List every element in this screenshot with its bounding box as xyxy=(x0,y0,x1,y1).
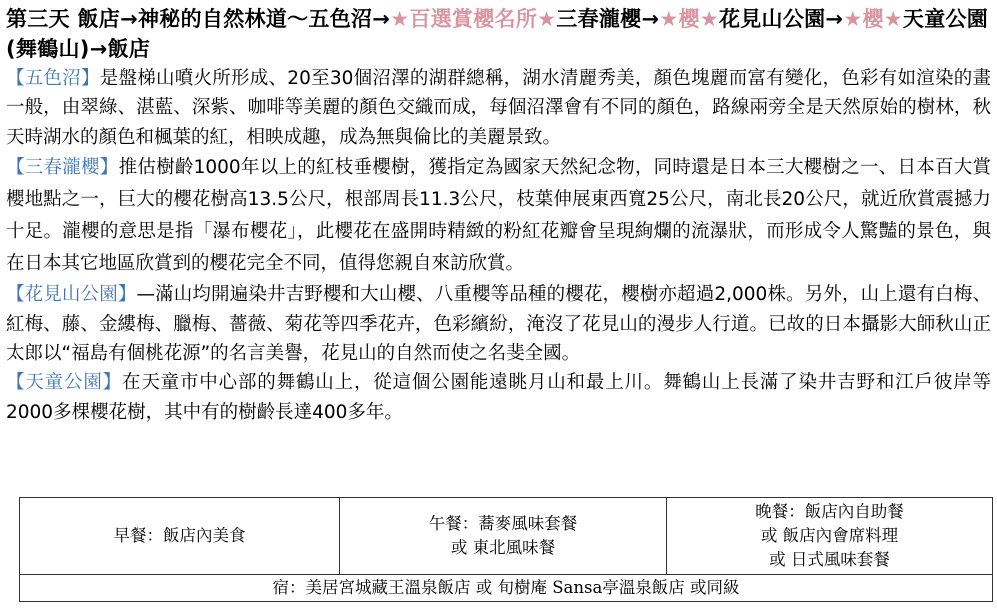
lunch-option-1: 午餐：蕎麥風味套餐 xyxy=(428,514,578,533)
section-text: 是盤梯山噴火所形成、20至30個沼澤的湖群總稱，湖水清麗秀美，顏色塊麗而富有變化，色彩有如渲染的畫一般，由翠綠、湛藍、深紫、咖啡等美麗的顏色交織而成，每個沼澤會有不同的顏色，路線兩旁全是天然原始的樹林，秋天時湖水的顏色和楓葉的紅，相映成趣，成為無與倫比的美麗景致。 xyxy=(6,68,991,148)
title-highlight-badge: ★百選賞櫻名所★ xyxy=(390,7,557,31)
section-tag: 【花見山公園】 xyxy=(6,284,137,306)
section-text: 在天童市中心部的舞鶴山上，從這個公園能遠眺月山和最上川。舞鶴山上長滿了染井吉野和江戶彼岸等2000多棵櫻花樹，其中有的樹齡長達400多年。 xyxy=(6,372,991,423)
lunch-cell xyxy=(340,498,667,575)
section-miharu-takizakura xyxy=(6,152,991,280)
section-tag: 【天童公園】 xyxy=(6,372,122,394)
title-sakura-badge-2: ★櫻★ xyxy=(843,7,903,31)
section-text: 推估樹齡1000年以上的紅枝垂櫻樹，獲指定為國家天然紀念物，同時還是日本三大櫻樹之一、日本百大賞櫻地點之一，巨大的櫻花樹高13.5公尺，根部周長11.3公尺，枝葉伸展東西寬25公尺，南北長20公尺，就近欣賞震撼力十足。瀧櫻的意思是指「瀑布櫻花」，此櫻花在盛開時精緻的粉紅花瓣會呈現絢爛的流瀑狀，而形成令人驚豔的景色，與在日本其它地區欣賞到的櫻花完全不同，值得您親自來訪欣賞。 xyxy=(6,157,991,275)
hotel-cell xyxy=(20,575,993,602)
meal-row xyxy=(20,498,993,575)
section-text: —滿山均開遍染井吉野櫻和大山櫻、八重櫻等品種的櫻花，櫻樹亦超過2,000株。另外，山上還有白梅、紅梅、藤、金縷梅、臘梅、薔薇、菊花等四季花卉，色彩繽紛，淹沒了花見山的漫步人行道。已故的日本攝影大師秋山正太郎以“福島有個桃花源”的名言美譽，花見山的自然而使之名斐全國。 xyxy=(6,284,991,365)
breakfast-cell xyxy=(20,498,340,575)
lunch-option-2: 或 東北風味餐 xyxy=(450,538,556,557)
day-title xyxy=(6,4,991,64)
section-tendo-park xyxy=(6,368,991,427)
section-tag: 【三春瀧櫻】 xyxy=(6,157,119,179)
section-hanamiyama xyxy=(6,280,991,368)
hotel-row xyxy=(20,575,993,602)
dinner-cell xyxy=(667,498,993,575)
title-route-miharu: 三春瀧櫻→ xyxy=(556,7,660,31)
breakfast-text: 早餐：飯店內美食 xyxy=(113,526,246,545)
dinner-option-1: 晚餐：飯店內自助餐 xyxy=(755,502,904,521)
title-route-hanamiyama: 花見山公園→ xyxy=(718,7,844,31)
section-goshikinuma xyxy=(6,64,991,152)
hotel-text: 宿：美居宮城藏王溫泉飯店 或 旬樹庵 Sansa亭溫泉飯店 或同級 xyxy=(272,578,740,597)
meal-table xyxy=(19,497,993,602)
title-route-tendo: 天童公園(舞鶴山)→飯店 xyxy=(6,7,989,61)
dinner-option-3: 或 日式風味套餐 xyxy=(769,550,890,569)
section-tag: 【五色沼】 xyxy=(6,68,100,89)
dinner-option-2: 或 飯店內會席料理 xyxy=(760,526,899,545)
title-sakura-badge-1: ★櫻★ xyxy=(659,7,719,31)
itinerary-day3 xyxy=(6,4,991,427)
title-route-start: 第三天 飯店→神秘的自然林道～五色沼→ xyxy=(6,7,391,31)
